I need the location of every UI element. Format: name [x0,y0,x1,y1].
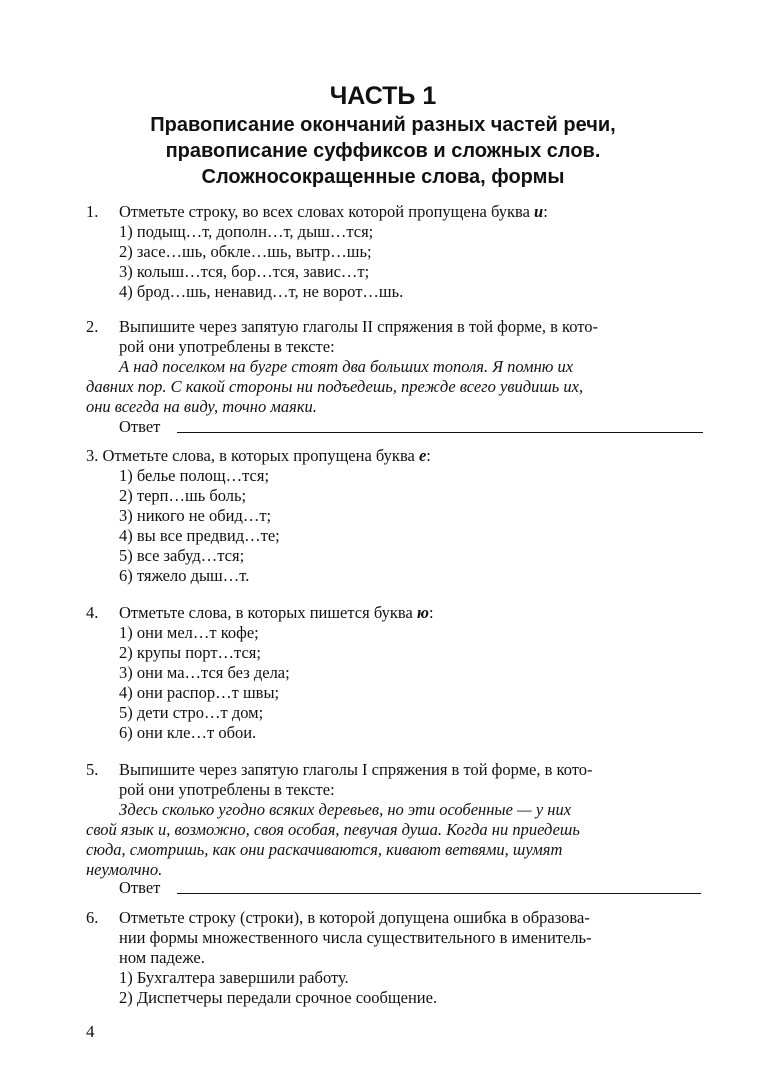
task-text: А над поселком на бугре стоят два больших тополя. Я помню их [119,357,574,376]
task-number: 4. [86,603,99,622]
task-text: они всегда на виду, точно маяки. [86,397,317,416]
option-item: 4) они распор…т швы; [119,683,280,702]
task-text: сюда, смотришь, как они раскачиваются, кивают ветвями, шумят [86,840,563,859]
option-item: 1) подыщ…т, дополн…т, дыш…тся; [119,222,374,241]
task-prompt: рой они употреблены в тексте: [119,780,335,799]
task-text: Здесь сколько угодно всяких деревьев, но эти особенные — у них [119,800,572,819]
task-prompt: Отметьте слова, в которых пишется буква ю: [119,603,434,622]
option-item: 1) Бухгалтера завершили работу. [119,968,349,987]
option-item: 2) засе…шь, обкле…шь, вытр…шь; [119,242,372,261]
section-title-line-1: Правописание окончаний разных частей речи, [150,114,616,136]
part-title: ЧАСТЬ 1 [329,82,437,110]
task-prompt: Отметьте строку (строки), в которой допущена ошибка в образова- [119,908,590,927]
option-item: 5) дети стро…т дом; [119,703,264,722]
task-prompt: Выпишите через запятую глаголы II спряжения в той форме, в кото- [119,317,598,336]
task-number: 1. [86,202,99,221]
option-item: 3) никого не обид…т; [119,506,272,525]
option-item: 2) Диспетчеры передали срочное сообщение. [119,988,438,1007]
answer-field[interactable] [177,432,703,433]
option-item: 2) крупы порт…тся; [119,643,261,662]
answer-label: Ответ [119,878,161,897]
option-item: 3) они ма…тся без дела; [119,663,290,682]
answer-field[interactable] [177,893,701,894]
option-item: 3) колыш…тся, бор…тся, завис…т; [119,262,370,281]
task-prompt: ном падеже. [119,948,205,967]
task-number: 5. [86,760,99,779]
option-item: 1) они мел…т кофе; [119,623,259,642]
task-prompt: Выпишите через запятую глаголы I спряжения в той форме, в кото- [119,760,593,779]
section-title-line-2: правописание суффиксов и сложных слов. [165,140,601,162]
task-text: свой язык и, возможно, своя особая, певучая душа. Когда ни приедешь [86,820,580,839]
task-text: давних пор. С какой стороны ни подъедешь, прежде всего увидишь их, [86,377,584,396]
option-item: 4) брод…шь, ненавид…т, не ворот…шь. [119,282,404,301]
task-prompt: 3. Отметьте слова, в которых пропущена буква е: [86,446,431,465]
task-text: неумолчно. [86,860,163,879]
section-title-line-3: Сложносокращенные слова, формы [201,166,565,188]
option-item: 1) белье полощ…тся; [119,466,270,485]
page-number: 4 [86,1022,95,1041]
option-item: 5) все забуд…тся; [119,546,245,565]
task-number: 6. [86,908,99,927]
task-prompt: рой они употреблены в тексте: [119,337,335,356]
option-item: 2) терп…шь боль; [119,486,247,505]
task-prompt: нии формы множественного числа существительного в именитель- [119,928,592,947]
option-item: 4) вы все предвид…те; [119,526,280,545]
answer-label: Ответ [119,417,161,436]
option-item: 6) они кле…т обои. [119,723,257,742]
task-number: 2. [86,317,99,336]
task-prompt: Отметьте строку, во всех словах которой пропущена буква и: [119,202,548,221]
option-item: 6) тяжело дыш…т. [119,566,250,585]
